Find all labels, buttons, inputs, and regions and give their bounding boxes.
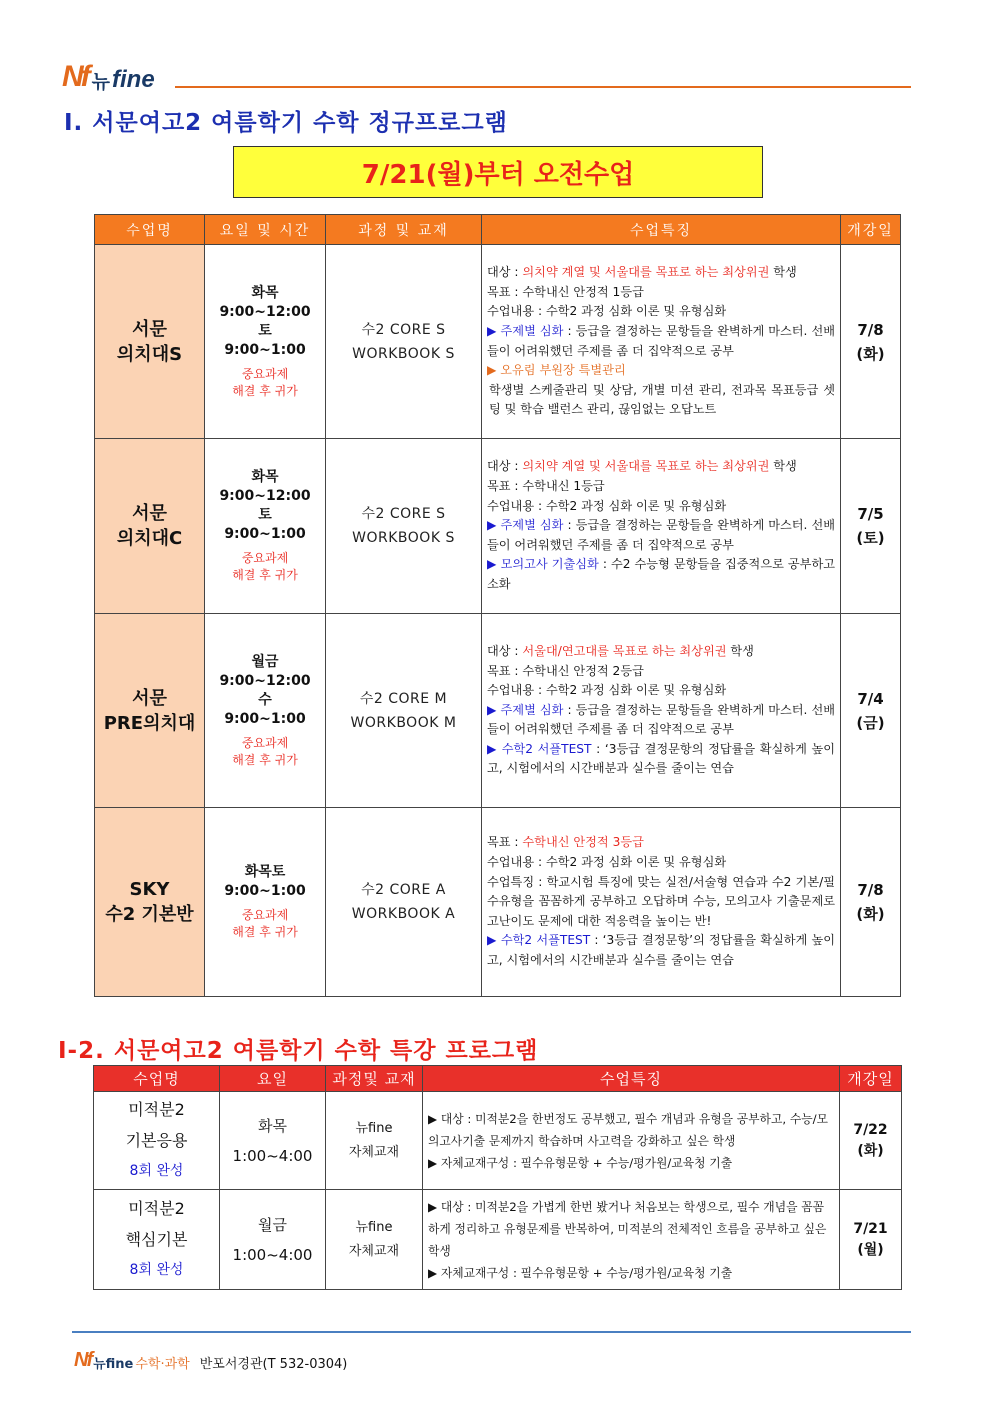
label: 대상 : [487, 265, 523, 280]
target-highlight: 서울대/연고대를 목표로 하는 최상위권 [522, 643, 727, 658]
time: 9:00~1:00 [224, 341, 306, 358]
note-line1: 중요과제 [241, 908, 289, 922]
note-line2: 해결 후 귀가 [232, 752, 298, 767]
textbook-line1: 수2 CORE S [361, 321, 446, 338]
point-label: ▶ 수학2 서플TEST [487, 933, 591, 948]
col-header-book: 과정 및 교재 [326, 215, 482, 245]
days: 화목 [251, 469, 279, 485]
col-header-name: 수업명 [94, 1066, 220, 1092]
class-name [95, 439, 205, 614]
days: 화목 [251, 284, 279, 301]
label: 대상 : [487, 459, 523, 474]
col-header-feature: 수업특징 [423, 1066, 840, 1092]
class-features [482, 614, 841, 808]
class-name-line2: 의치대C [116, 528, 183, 549]
start-date [841, 614, 901, 808]
table-row [94, 1190, 902, 1290]
homework-note [206, 550, 324, 584]
point-text: : ‘3등급 결정문항’의 정답률을 확실하게 높이고, 시험에서의 시간배분과 실수를 줄이는 연습 [487, 933, 836, 967]
start-date [841, 245, 901, 439]
footer-brand: 뉴fine [93, 1357, 134, 1372]
class-schedule [220, 1092, 326, 1190]
extra-text: : ‘3등급 결정문항의 정답률을 확실하게 높이고, 시험에서의 시간배분과 실수를 줄이는 연습 [487, 741, 836, 776]
days: 수 [258, 691, 272, 708]
feature-goal: 목표 : 수학내신 1등급 [487, 479, 605, 494]
feature-content: 수업내용 : 수학2 과정 심화 이론 및 유형심화 [487, 498, 727, 513]
table-row [95, 439, 901, 614]
note-line2: 해결 후 귀가 [232, 925, 298, 939]
note-line1: 중요과제 [241, 551, 289, 565]
target-rest: 학생 [769, 265, 797, 280]
special-program-table [93, 1065, 902, 1290]
target-highlight: 의치약 계열 및 서울대를 목표로 하는 최상위권 [522, 459, 770, 474]
point-label: ▶ 주제별 심화 [487, 323, 564, 338]
feature-goal: 목표 : 수학내신 안정적 2등급 [487, 663, 644, 678]
note-line1: 중요과제 [241, 735, 289, 750]
point-text: : 등급을 결정하는 문항들을 완벽하게 마스터. 선배들이 어려워했던 주제를 좀 더 집약적으로 공부 [487, 518, 835, 552]
section1-title: Ⅰ. 서문여고2 여름학기 수학 정규프로그램 [64, 110, 508, 136]
class-name [94, 1092, 220, 1190]
extra-label: ▶ 수학2 서플TEST [487, 741, 592, 756]
label: 대상 : [487, 643, 523, 658]
textbook [326, 808, 482, 997]
textbook-line1: 뉴fine [355, 1120, 393, 1136]
footer-logo-nf: Nf [74, 1349, 92, 1371]
class-name-line2: 의치대S [116, 343, 183, 365]
col-header-name: 수업명 [95, 215, 205, 245]
feature-special-label: ▶ 오유림 부원장 특별관리 [487, 363, 626, 378]
class-name-line1: 미적분2 [128, 1100, 185, 1119]
textbook-line2: WORKBOOK M [350, 714, 457, 731]
note-line2: 해결 후 귀가 [232, 383, 298, 398]
class-schedule [220, 1190, 326, 1290]
footer [74, 1349, 347, 1372]
homework-note [206, 735, 324, 769]
section2-title: Ⅰ-2. 서문여고2 여름학기 수학 특강 프로그램 [58, 1038, 539, 1064]
table2-header-row [94, 1066, 902, 1092]
textbook-line1: 수2 CORE M [359, 690, 448, 707]
goal-highlight: 수학내신 안정적 3등급 [522, 835, 644, 850]
feature-special-text: 학생별 스케줄관리 및 상담, 개별 미션 관리, 전과목 목표등급 셋팅 및 학습 밸런스 관리, 끊임없는 오답노트 [489, 382, 835, 417]
textbook-line1: 수2 CORE A [361, 882, 446, 898]
class-schedule [205, 439, 326, 614]
textbook-line1: 수2 CORE S [361, 506, 446, 522]
col-header-time: 요일 및 시간 [205, 215, 326, 245]
feature-goal: 목표 : 수학내신 안정적 1등급 [487, 284, 644, 299]
time: 1:00~4:00 [232, 1146, 313, 1165]
feature-point [487, 701, 835, 740]
date: 7/8 [857, 881, 884, 899]
time: 1:00~4:00 [232, 1245, 313, 1264]
class-name [94, 1190, 220, 1290]
start-date [841, 439, 901, 614]
textbook-line2: WORKBOOK S [352, 345, 455, 362]
session-count: 8회 완성 [129, 1262, 184, 1278]
table-row [95, 808, 901, 997]
class-name-line2: 수2 기본반 [105, 904, 194, 925]
time: 9:00~1:00 [224, 710, 306, 727]
feature-goal [487, 833, 835, 853]
table-row [95, 245, 901, 439]
feature-target: ▶ 대상 : 미적분2을 가볍게 한번 봤거나 처음보는 학생으로, 필수 개념을 꼼꼼하게 정리하고 유형문제를 반복하여, 미적분의 전체적인 흐름을 공부하고 싶은 학생 [428, 1199, 827, 1258]
feature-textbook: ▶ 자체교재구성 : 필수유형문항 + 수능/평가원/교육청 기출 [428, 1265, 733, 1280]
extra-text: : 수2 수능형 문항들을 집중적으로 공부하고 소화 [487, 557, 836, 591]
class-name-line2: PRE의치대 [103, 712, 196, 734]
class-features [482, 808, 841, 997]
time: 9:00~12:00 [219, 672, 311, 689]
point-text: : 등급을 결정하는 문항들을 완벽하게 마스터. 선배들이 어려워했던 주제를 좀 더 집약적으로 공부 [487, 702, 835, 737]
start-date [841, 808, 901, 997]
weekday: (화) [856, 344, 885, 363]
days: 토 [258, 507, 272, 523]
days: 화목토 [244, 864, 286, 880]
start-date [840, 1092, 902, 1190]
class-name-line1: 서문 [132, 687, 167, 709]
class-schedule [205, 808, 326, 997]
nf-logo-mark [74, 1349, 91, 1372]
textbook [326, 439, 482, 614]
note-line1: 중요과제 [241, 366, 289, 381]
class-name [95, 245, 205, 439]
brand-logo [62, 60, 155, 94]
feature-target [487, 642, 835, 662]
class-name [95, 808, 205, 997]
target-highlight: 의치약 계열 및 서울대를 목표로 하는 최상위권 [522, 265, 770, 280]
table1-header-row [95, 215, 901, 245]
weekday: (금) [856, 713, 885, 732]
weekday: (화) [857, 1142, 884, 1159]
start-banner: 7/21(월)부터 오전수업 [233, 146, 763, 198]
days: 토 [258, 322, 272, 339]
class-name-line1: 미적분2 [128, 1199, 185, 1218]
label: 목표 : [487, 835, 523, 850]
textbook [326, 614, 482, 808]
textbook-line2: 자체교재 [348, 1144, 400, 1160]
col-header-book: 과정및 교재 [326, 1066, 423, 1092]
time: 9:00~1:00 [224, 526, 306, 542]
point-label: ▶ 주제별 심화 [487, 702, 564, 717]
textbook-line1: 뉴fine [355, 1219, 393, 1235]
class-features [423, 1190, 840, 1290]
homework-note [206, 907, 324, 941]
class-name [95, 614, 205, 808]
feature-point [487, 931, 835, 970]
class-features [482, 439, 841, 614]
textbook [326, 1092, 423, 1190]
header-divider [175, 86, 911, 88]
feature-textbook: ▶ 자체교재구성 : 필수유형문항 + 수능/평가원/교육청 기출 [428, 1155, 733, 1170]
target-rest: 학생 [769, 459, 797, 474]
feature-content: 수업내용 : 수학2 과정 심화 이론 및 유형심화 [487, 855, 727, 870]
col-header-feature: 수업특징 [482, 215, 841, 245]
logo-nyu: 뉴 [91, 71, 111, 93]
date: 7/5 [857, 505, 884, 523]
footer-subjects: 수학·과학 [135, 1357, 190, 1372]
session-count: 8회 완성 [129, 1163, 184, 1179]
textbook-line2: WORKBOOK S [352, 530, 455, 546]
weekday: (화) [856, 905, 885, 923]
feature-target [487, 263, 835, 283]
weekday: (토) [856, 529, 885, 547]
date: 7/8 [857, 320, 884, 339]
footer-branch-contact: 반포서경관(T 532-0304) [199, 1357, 348, 1372]
date: 7/21 [853, 1220, 888, 1237]
days: 화목 [258, 1116, 287, 1135]
regular-program-table [94, 214, 901, 997]
class-name-line1: 서문 [132, 318, 167, 340]
class-schedule [205, 614, 326, 808]
class-features [423, 1092, 840, 1190]
class-name-line1: SKY [129, 879, 170, 900]
col-header-start: 개강일 [840, 1066, 902, 1092]
feature-point [487, 516, 835, 555]
weekday: (월) [857, 1241, 884, 1258]
textbook [326, 1190, 423, 1290]
feature-target [487, 457, 835, 477]
days: 월금 [258, 1215, 287, 1234]
feature-extra [487, 555, 835, 594]
target-rest: 학생 [726, 643, 754, 658]
table-row [94, 1092, 902, 1190]
homework-note [206, 366, 324, 400]
date: 7/22 [853, 1121, 888, 1138]
logo-fine: fine [112, 66, 155, 93]
days: 월금 [251, 653, 279, 670]
time: 9:00~1:00 [224, 883, 306, 899]
class-schedule [205, 245, 326, 439]
date: 7/4 [857, 689, 884, 708]
note-line2: 해결 후 귀가 [232, 568, 298, 582]
time: 9:00~12:00 [219, 488, 311, 504]
feature-content: 수업내용 : 수학2 과정 심화 이론 및 유형심화 [487, 304, 727, 319]
feature-target: ▶ 대상 : 미적분2을 한번정도 공부했고, 필수 개념과 유형을 공부하고, 수능/모의고사기출 문제까지 학습하며 사고력을 강화하고 싶은 학생 [428, 1111, 829, 1148]
textbook-line2: 자체교재 [348, 1243, 400, 1259]
extra-label: ▶ 모의고사 기출심화 [487, 557, 599, 572]
col-header-start: 개강일 [841, 215, 901, 245]
point-label: ▶ 주제별 심화 [487, 518, 564, 533]
class-name-line2: 핵심기본 [125, 1230, 188, 1249]
start-date [840, 1190, 902, 1290]
col-header-day: 요일 [220, 1066, 326, 1092]
feature-content: 수업내용 : 수학2 과정 심화 이론 및 유형심화 [487, 683, 727, 698]
class-name-line1: 서문 [132, 503, 167, 524]
textbook-line2: WORKBOOK A [351, 906, 456, 922]
class-name-line2: 기본응용 [125, 1131, 188, 1150]
table-row [95, 614, 901, 808]
nf-logo-mark [62, 60, 88, 94]
logo-nf-text: Nf [62, 60, 88, 93]
time: 9:00~12:00 [219, 303, 311, 320]
class-features [482, 245, 841, 439]
point-text: : 등급을 결정하는 문항들을 완벽하게 마스터. 선배들이 어려워했던 주제를 좀 더 집약적으로 공부 [487, 323, 835, 358]
feature-extra [487, 740, 835, 779]
footer-divider [72, 1331, 911, 1333]
textbook [326, 245, 482, 439]
feature-point [487, 322, 835, 361]
feature-characteristics: 수업특징 : 학교시험 특징에 맞는 실전/서술형 연습과 수2 기본/필수유형을 꼼꼼하게 공부하고 오답하며 수능, 모의고사 기출문제로 고난이도 문제에 대한 적응력을 높이는 반! [487, 874, 835, 928]
